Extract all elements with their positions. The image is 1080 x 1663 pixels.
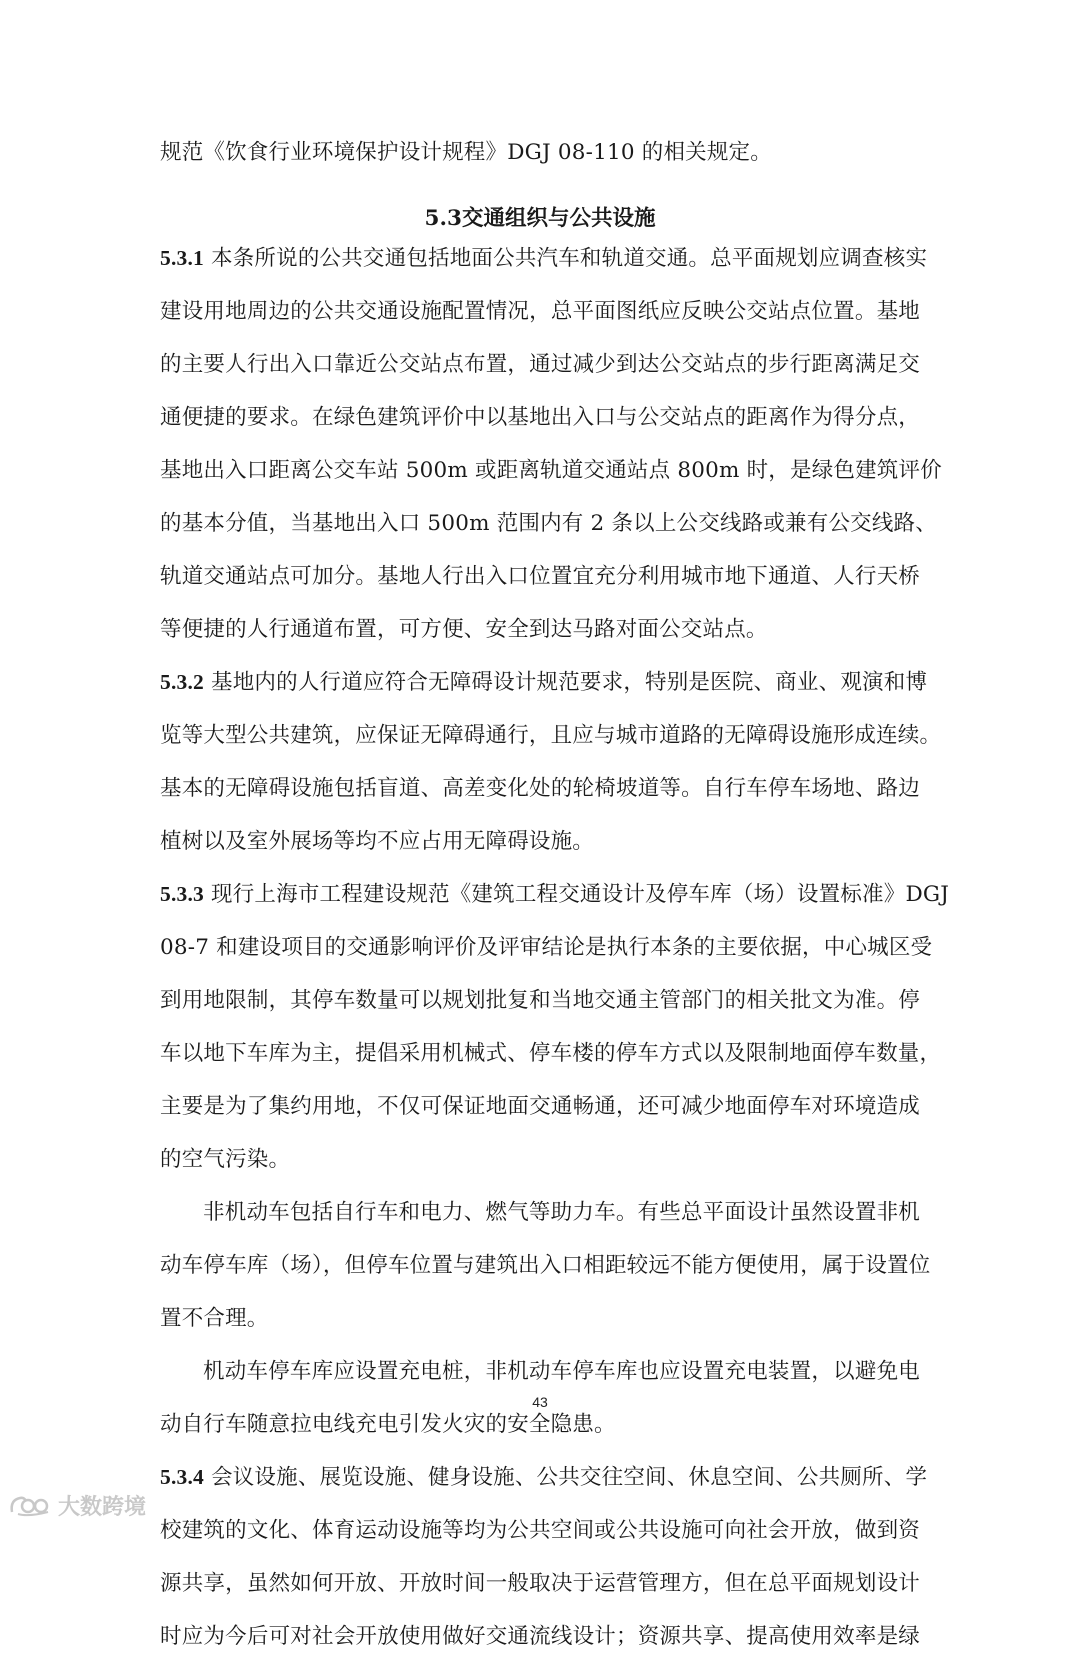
clause-5-3-3-line: 主要是为了集约用地，不仅可保证地面交通畅通，还可减少地面停车对环境造成 — [160, 1094, 920, 1119]
intro-paragraph — [160, 126, 920, 179]
clause-number: 5.3.2 — [160, 670, 204, 694]
charging-paragraph-line: 机动车停车库应设置充电桩，非机动车停车库也应设置充电装置，以避免电 — [203, 1359, 920, 1384]
section-title: 5.3交通组织与公共设施 — [424, 206, 656, 231]
clause-5-3-1-line: 基地出入口距离公交车站 500m 或距离轨道交通站点 800m 时，是绿色建筑评价 — [160, 458, 942, 483]
nonmotor-paragraph-line: 非机动车包括自行车和电力、燃气等助力车。有些总平面设计虽然设置非机 — [203, 1200, 920, 1225]
intro-line: 规范《饮食行业环境保护设计规程》DGJ 08-110 的相关规定。 — [160, 140, 772, 165]
brand-logo-icon — [8, 1492, 52, 1518]
clause-5-3-4-line: 5.3.4 会议设施、展览设施、健身设施、公共交往空间、休息空间、公共厕所、学 — [160, 1465, 928, 1490]
clause-5-3-3-line: 到用地限制，其停车数量可以规划批复和当地交通主管部门的相关批文为准。停 — [160, 988, 920, 1013]
clause-5-3-2-line: 览等大型公共建筑，应保证无障碍通行，且应与城市道路的无障碍设施形成连续。 — [160, 723, 942, 748]
clause-5-3-3-line: 08-7 和建设项目的交通影响评价及评审结论是执行本条的主要依据，中心城区受 — [160, 935, 933, 960]
nonmotor-paragraph-line: 置不合理。 — [160, 1306, 269, 1331]
clause-number: 5.3.3 — [160, 882, 204, 906]
clause-5-3-1-line: 建设用地周边的公共交通设施配置情况，总平面图纸应反映公交站点位置。基地 — [160, 299, 920, 324]
clause-5-3-1-line: 等便捷的人行通道布置，可方便、安全到达马路对面公交站点。 — [160, 617, 768, 642]
clause-5-3-3-line: 的空气污染。 — [160, 1147, 291, 1172]
clause-5-3-4-line: 时应为今后可对社会开放使用做好交通流线设计；资源共享、提高使用效率是绿 — [160, 1624, 920, 1649]
clause-5-3-4-line: 源共享，虽然如何开放、开放时间一般取决于运营管理方，但在总平面规划设计 — [160, 1571, 920, 1596]
clause-5-3-1-line: 轨道交通站点可加分。基地人行出入口位置宜充分利用城市地下通道、人行天桥 — [160, 564, 920, 589]
nonmotor-paragraph-line: 动车停车库（场），但停车位置与建筑出入口相距较远不能方便使用，属于设置位 — [160, 1253, 931, 1278]
page-number: 43 — [532, 1394, 548, 1410]
watermark-text: 大数跨境 — [58, 1494, 147, 1520]
clause-5-3-2-line: 基本的无障碍设施包括盲道、高差变化处的轮椅坡道等。自行车停车场地、路边 — [160, 776, 920, 801]
body-text — [160, 232, 950, 1663]
clause-5-3-4-line: 校建筑的文化、体育运动设施等均为公共空间或公共设施可向社会开放，做到资 — [160, 1518, 920, 1543]
clause-5-3-1-line: 通便捷的要求。在绿色建筑评价中以基地出入口与公交站点的距离作为得分点， — [160, 405, 920, 430]
clause-5-3-1-line: 的主要人行出入口靠近公交站点布置，通过减少到达公交站点的步行距离满足交 — [160, 352, 920, 377]
clause-5-3-3-line: 车以地下车库为主，提倡采用机械式、停车楼的停车方式以及限制地面停车数量， — [160, 1041, 942, 1066]
clause-number: 5.3.4 — [160, 1465, 204, 1489]
clause-5-3-1-line: 的基本分值，当基地出入口 500m 范围内有 2 条以上公交线路或兼有公交线路、 — [160, 511, 937, 536]
clause-5-3-2-line: 植树以及室外展场等均不应占用无障碍设施。 — [160, 829, 595, 854]
clause-5-3-2-line: 5.3.2 基地内的人行道应符合无障碍设计规范要求，特别是医院、商业、观演和博 — [160, 670, 928, 695]
clause-5-3-1-line: 5.3.1 本条所说的公共交通包括地面公共汽车和轨道交通。总平面规划应调查核实 — [160, 246, 928, 271]
clause-number: 5.3.1 — [160, 246, 204, 270]
clause-5-3-3-line: 5.3.3 现行上海市工程建设规范《建筑工程交通设计及停车库（场）设置标准》DGJ — [160, 882, 950, 907]
watermark — [8, 1489, 146, 1521]
charging-paragraph-line: 动自行车随意拉电线充电引发火灾的安全隐患。 — [160, 1412, 616, 1437]
